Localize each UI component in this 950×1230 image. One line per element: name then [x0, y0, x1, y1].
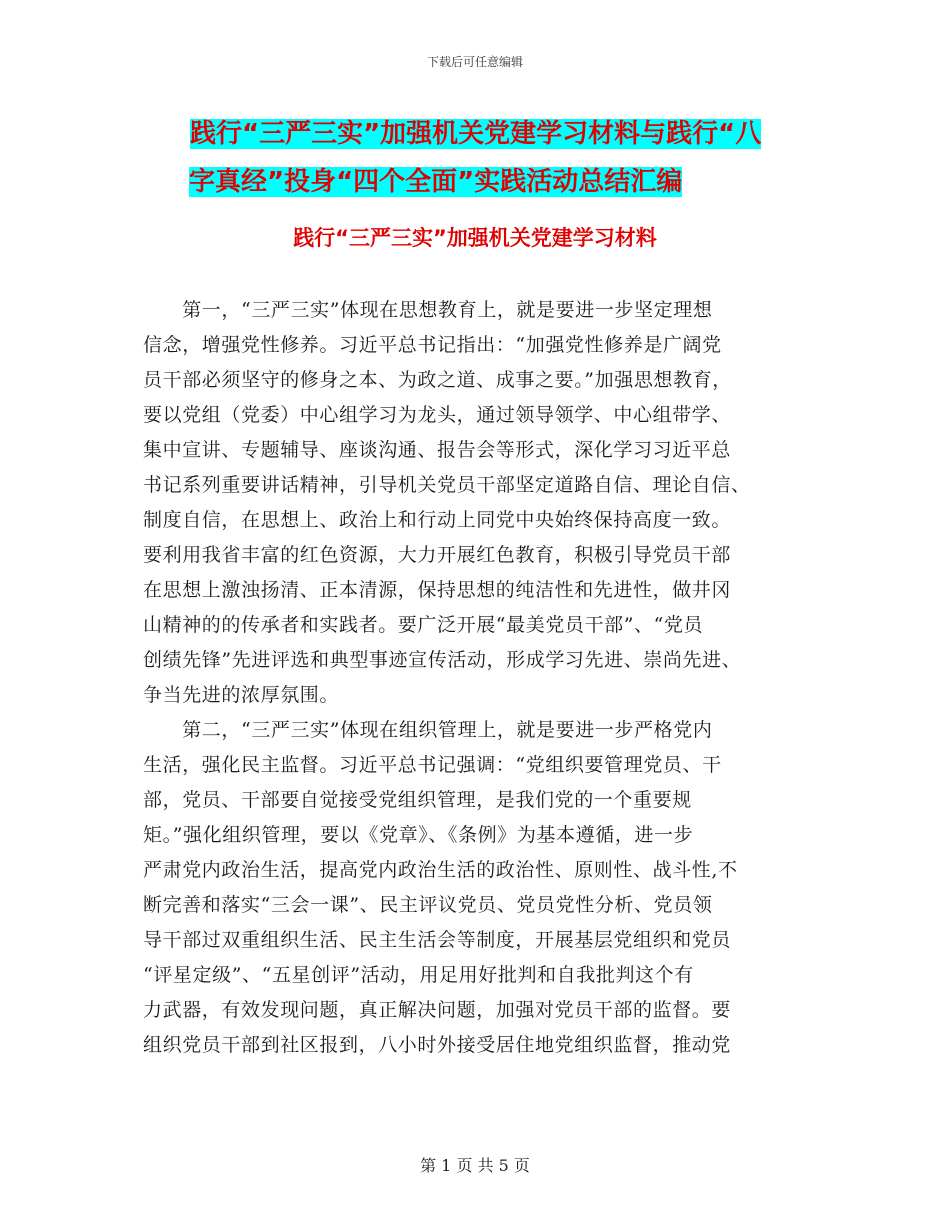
document-title-line-2	[189, 158, 810, 206]
body-line: 创绩先锋”先进评选和典型事迹宣传活动，形成学习先进、崇尚先进、	[143, 649, 742, 671]
body-line: 员干部必须坚守的修身之本、为政之道、成事之要。”加强思想教育，	[143, 369, 732, 391]
body-line: 生活，强化民主监督。习近平总书记强调：“党组织要管理党员、干	[143, 754, 722, 776]
body-line: 严肃党内政治生活，提高党内政治生活的政治性、原则性、战斗性,不	[143, 859, 738, 881]
body-line: 信念，增强党性修养。习近平总书记指出：“加强党性修养是广阔党	[143, 334, 722, 356]
body-line: 制度自信，在思想上、政治上和行动上同党中央始终保持高度一致。	[143, 509, 732, 531]
document-title	[190, 110, 810, 206]
body-line: 第一，“三严三实”体现在思想教育上，就是要进一步坚定理想	[143, 299, 713, 321]
body-line: 山精神的的传承者和实践者。要广泛开展“最美党员干部”、“党员	[143, 614, 704, 636]
page-number: 第 1 页 共 5 页	[420, 1156, 530, 1175]
section-title: 践行“三严三实”加强机关党建学习材料	[293, 226, 657, 250]
body-line: 书记系列重要讲话精神，引导机关党员干部坚定道路自信、理论自信、	[143, 474, 751, 496]
body-line: 部，党员、干部要自觉接受党组织管理，是我们党的一个重要规	[143, 789, 692, 811]
body-line: 矩。”强化组织管理，要以《党章》、《条例》为基本遵循，进一步	[143, 824, 694, 846]
body-line: 要以党组（党委）中心组学习为龙头，通过领导领学、中心组带学、	[143, 404, 732, 426]
body-line: 组织党员干部到社区报到，八小时外接受居住地党组织监督，推动党	[143, 1034, 732, 1056]
body-line: 断完善和落实“三会一课”、民主评议党员、党员党性分析、党员领	[143, 894, 713, 916]
body-line: 争当先进的浓厚氛围。	[143, 684, 340, 706]
body-line: “评星定级”、“五星创评”活动，用足用好批判和自我批判这个有	[143, 964, 694, 986]
body-line: 在思想上激浊扬清、正本清源，保持思想的纯洁性和先进性，做井冈	[143, 579, 732, 601]
document-title-line-1-text: 践行“三严三实”加强机关党建学习材料与践行“八	[190, 119, 762, 149]
body-line: 第二，“三严三实”体现在组织管理上，就是要进一步严格党内	[143, 719, 713, 741]
header-note: 下载后可任意编辑	[426, 55, 523, 69]
body-line: 要利用我省丰富的红色资源，大力开展红色教育，积极引导党员干部	[143, 544, 732, 566]
body-line: 导干部过双重组织生活、民主生活会等制度，开展基层党组织和党员	[143, 929, 732, 951]
document-title-line-2-text: 字真经”投身“四个全面”实践活动总结汇编	[189, 167, 683, 197]
body-text	[143, 293, 803, 1063]
body-line: 集中宣讲、专题辅导、座谈沟通、报告会等形式，深化学习习近平总	[143, 439, 732, 461]
document-title-line-1	[190, 110, 810, 158]
body-line: 力武器，有效发现问题，真正解决问题，加强对党员干部的监督。要	[143, 999, 732, 1021]
